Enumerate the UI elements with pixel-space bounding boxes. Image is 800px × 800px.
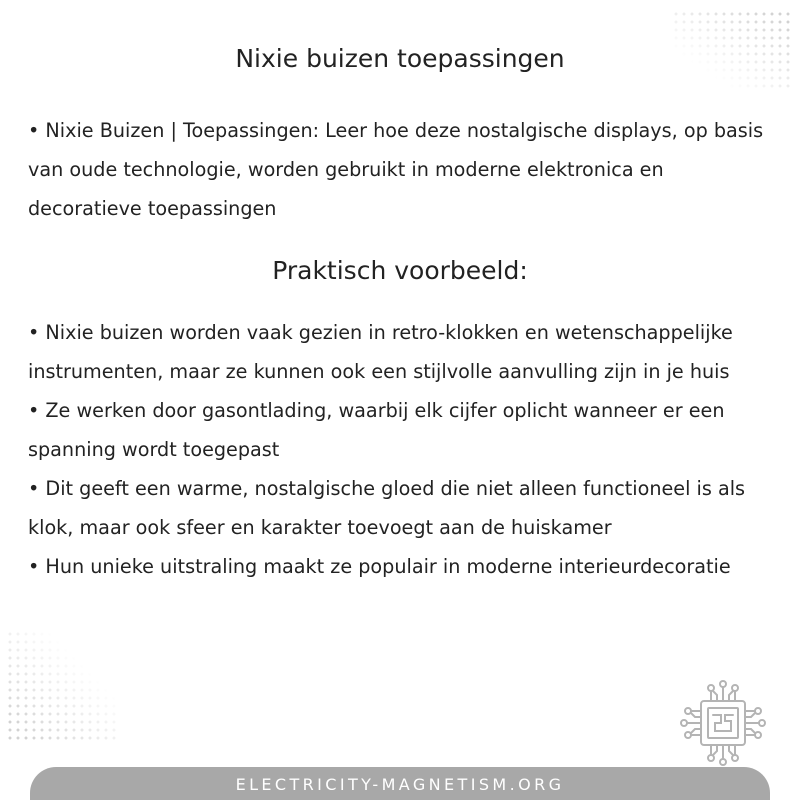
footer-bar xyxy=(30,767,770,800)
list-item: • Hun unieke uitstraling maakt ze populair in moderne interieurdecoratie xyxy=(28,555,731,578)
intro-paragraph: • Nixie Buizen | Toepassingen: Leer hoe deze nostalgische displays, op basis van oude technologie, worden gebruikt in moderne elektronica en decoratieve toepassingen xyxy=(28,119,764,220)
dot-pattern-bottom-left xyxy=(6,630,116,740)
list-item: • Nixie buizen worden vaak gezien in retro-klokken en wetenschappelijke instrumenten, maar ze kunnen ook een stijlvolle aanvulling zijn in je huis xyxy=(28,321,733,383)
footer-site-label: ELECTRICITY-MAGNETISM.ORG xyxy=(235,775,565,794)
circuit-chip-icon xyxy=(673,673,773,773)
page-title: Nixie buizen toepassingen xyxy=(235,44,565,73)
list-item: • Ze werken door gasontlading, waarbij elk cijfer oplicht wanneer er een spanning wordt toegepast xyxy=(28,399,725,461)
list-item: • Dit geeft een warme, nostalgische gloed die niet alleen functioneel is als klok, maar ook sfeer en karakter toevoegt aan de huiskamer xyxy=(28,477,746,539)
section-heading: Praktisch voorbeeld: xyxy=(272,256,528,285)
bullet-list xyxy=(28,313,780,586)
